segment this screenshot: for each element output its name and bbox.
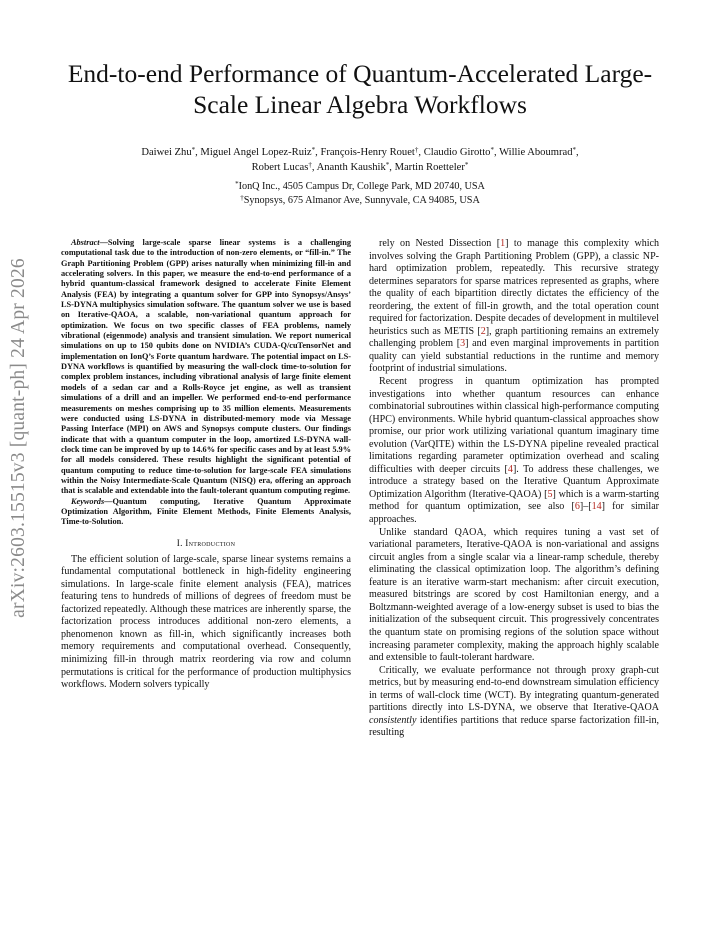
author-name: François-Henry Rouet [320,147,415,158]
author-name: Ananth Kaushik [316,161,386,173]
citation-link[interactable]: 14 [591,501,602,513]
affiliations [60,180,660,208]
author-list: Daiwei Zhu*, Miguel Angel Lopez-Ruiz*, François-Henry Rouet†, Claudio Girotto*, Willie Aboumrad*, Robert Lucas†, Ananth Kaushik*, Martin Roetteler* [141,146,579,173]
introduction-left-text [61,554,351,692]
author-name: Martin Roetteler [394,161,465,173]
author-affiliation-mark: † [308,160,312,169]
body-paragraph: rely on Nested Dissection [1] to manage this complexity which involves solving the Graph Partitioning Problem (GPP), a classic NP-hard optimization problem, repeatedly. This recursive strategy determines separators for sparse matrices represented as graphs, where the quality of each bipartition directly dictates the efficiency of the reordering, the extent of fill-in growth, and the total operation count required for factorization. Despite decades of development in multilevel heuristics such as METIS [2], graph partitioning remains an extremely challenging problem [3] and even marginal improvements in partition quality can yield substantial reductions in the runtime and memory footprint of industrial simulations. [369,238,660,375]
abstract-paragraph: Abstract—Solving large-scale sparse linear systems is a challenging computational task due to the introduction of non-zero elements, or “fill-in.” The Graph Partitioning Problem (GPP) arises naturally when minimizing fill-in and accelerating solvers. In this paper, we measure the end-to-end performance of a hybrid quantum-classical framework designed to accelerate Finite Element Analysis (FEA) by integrating a quantum solver for GPP into Synopsys/Ansys’ LS-DYNA multiphysics simulation software. The quantum solver we use is based on Iterative-QAOA, a scalable, non-variational quantum approach for optimization. We focus on two specific classes of FEA problems, namely vibrational (eigenmode) analysis and transient simulation. We report numerical simulations on up to 150 qubits done on NVIDIA’s CUDA-Q/cuTensorNet and implementation on IonQ’s Forte quantum hardware. The potential impact on LS-DYNA workflows is quantified by measuring the wall-clock time-to-solution for complex problem instances, including vibrational analysis of large finite element models of a sedan car and a Rolls-Royce jet engine, as well as transient simulations of a drill and an impeller. We performed end-to-end performance measurements on meshes comprising up to 35 million elements. Measurements were conducted using LS-DYNA in distributed-memory mode via Message Passing Interface (MPI) on AWS and Synopsys compute clusters. Our findings indicate that with a quantum computer in the loop, amortized LS-DYNA wall-clock time can be improved by up to 14.6% for specific cases and by at least 5.9% for all models considered. These results highlight the significant potential of quantum computing to reduce time-to-solution for large-scale FEA simulations within the Noisy Intermediate-Scale Quantum (NISQ) era, offering an approach that is scalable and extendable into the fault-tolerant quantum computing regime. [61,238,351,496]
keywords-label: Keywords [71,496,105,506]
author-affiliation-mark: * [191,146,196,154]
author-name: Daiwei Zhu [141,147,192,158]
author-affiliation-mark: * [490,146,494,154]
paper-title: End-to-end Performance of Quantum-Accelerated Large-Scale Linear Algebra Workflows [67,59,653,119]
section-heading [61,538,351,548]
keywords-text: Quantum computing, Iterative Quantum Approximate Optimization Algorithm, Finite Element Methods, Finite Elements Analysis, Time-to-Solution. [61,496,351,527]
body-paragraph: Critically, we evaluate performance not through proxy graph-cut metrics, but by measuring end-to-end downstream simulation efficiency in terms of wall-clock time (WCT). By integrating quantum-generated partitions directly into LS-DYNA, we observe that Iterative-QAOA consistently identifies partitions that reduce sparse factorization fill-in, resulting [369,664,659,739]
author-affiliation-mark: * [464,160,469,169]
section-title: Introduction [185,537,236,548]
left-column [61,238,351,692]
citation-link[interactable]: 2 [480,325,486,337]
keywords-paragraph: Keywords—Quantum computing, Iterative Quantum Approximate Optimization Algorithm, Finite Element Methods, Finite Elements Analysis, Time-to-Solution. [61,496,351,527]
body-paragraph: Recent progress in quantum optimization has prompted investigations into whether quantum resources can enhance combinatorial subroutines within classical high-performance computing (HPC) environments. While hybrid quantum-classical approaches show promise, our prior work utilizing variational quantum imaginary time evolution (VarQITE) within the LS-DYNA pipeline revealed practical limitations regarding parameter optimization overhead and scaling difficulties with deeper circuits [4]. To address these challenges, we introduce a strategy based on the Iterative Quantum Approximate Optimization Algorithm (Iterative-QAOA) [5] which is a warm-starting method for quantum optimization, see also [6]–[14] for similar approaches. [369,376,660,526]
section-number: I. [176,537,183,548]
affiliation-line [60,180,660,194]
citation-link[interactable]: 6 [574,501,580,513]
citation-link[interactable]: 3 [460,338,466,350]
author-name: Claudio Girotto [423,147,491,158]
affiliation-mark: * [235,180,239,188]
author-name: Robert Lucas [251,161,309,173]
citation-link[interactable]: 5 [547,488,553,500]
author-name: Miguel Angel Lopez-Ruiz [200,147,312,158]
affiliation-text: Synopsys, 675 Almanor Ave, Sunnyvale, CA 94085, USA [243,195,480,207]
citation-link[interactable]: 1 [500,238,506,249]
citation-link[interactable]: 4 [507,463,513,475]
body-paragraph: Unlike standard QAOA, which requires tuning a vast set of variational parameters, Iterative-QAOA is non-variational and assigns circuit angles from a single scalar via a linear-ramp schedule, thereby eliminating the classical optimization loop. The algorithm’s defining feature is an iterative warm-start mechanism: after circuit execution, measured bitstrings are scored by cost Hamiltonian energy, and a Boltzmann-weighted average of a low-energy subset is used to bias the initialization of the subsequent circuit. This progressively concentrates the quantum state on promising regions of the solution space without increasing parameter complexity, making the approach highly scalable and extensible to fault-tolerant hardware. [369,526,659,664]
author-affiliation-mark: * [311,146,316,154]
body-paragraph: The efficient solution of large-scale, sparse linear systems remains a fundamental computational bottleneck in high-fidelity engineering simulations. In large-scale finite element analysis (FEA), matrices featuring tens to hundreds of millions of degrees of freedom must be factorized repeatedly. Although these matrices are inherently sparse, the factorization process introduces additional non-zero elements, a phenomenon known as fill-in, which significantly increases both memory requirements and computational overhead. Consequently, minimizing fill-in through matrix reordering via row and column permutations is critical for the performance of production multiphysics workflows. Modern solvers typically [61,553,351,691]
right-column [369,238,659,740]
abstract [61,238,351,528]
emphasis-text: consistently [369,714,417,726]
arxiv-identifier [4,248,34,628]
author-name: Willie Aboumrad [499,147,573,158]
affiliation-mark: † [240,194,244,203]
author-affiliation-mark: † [414,146,419,154]
abstract-text: Solving large-scale sparse linear systems is a challenging computational task due to the introduction of non-zero elements, or “fill-in.” The Graph Partitioning Problem (GPP) arises naturally when minimizing fill-in and accelerating solvers. In this paper, we measure the end-to-end performance of a hybrid quantum-classical framework designed to accelerate Finite Element Analysis (FEA) by integrating a quantum solver for GPP into Synopsys/Ansys’ LS-DYNA multiphysics simulation software. The quantum solver we use is based on Iterative-QAOA, a scalable, non-variational quantum approach for optimization. We focus on two specific classes of FEA problems, namely vibrational (eigenmode) analysis and transient simulation. We report numerical simulations on up to 150 qubits done on NVIDIA’s CUDA-Q/cuTensorNet and implementation on IonQ’s Forte quantum hardware. The potential impact on LS-DYNA workflows is quantified by measuring the wall-clock time-to-solution for complex problem instances, including vibrational analysis of large finite element models of a sedan car and a Rolls-Royce jet engine, as well as transient simulations of a drill and an impeller. We performed end-to-end performance measurements on meshes comprising up to 35 million elements. Measurements were conducted using LS-DYNA in distributed-memory mode via Message Passing Interface (MPI) on AWS and Synopsys compute clusters. Our findings indicate that with a quantum computer in the loop, amortized LS-DYNA wall-clock time can be improved by up to 14.6% for specific cases and by at least 5.9% for all models considered. These results highlight the significant potential of quantum computing to reduce time-to-solution for large-scale FEA simulations within the Noisy Intermediate-Scale Quantum (NISQ) era, offering an approach that is scalable and extendable into the fault-tolerant quantum computing regime. [61,238,351,496]
arxiv-identifier-text: arXiv:2603.15515v3 [quant-ph] 24 Apr 2026 [8,258,29,618]
author-affiliation-mark: * [385,160,390,169]
introduction-right-text [369,238,659,740]
abstract-label: Abstract [71,238,100,247]
affiliation-line [60,194,660,208]
author-affiliation-mark: * [572,146,577,154]
affiliation-text: IonQ Inc., 4505 Campus Dr, College Park, MD 20740, USA [238,181,485,192]
